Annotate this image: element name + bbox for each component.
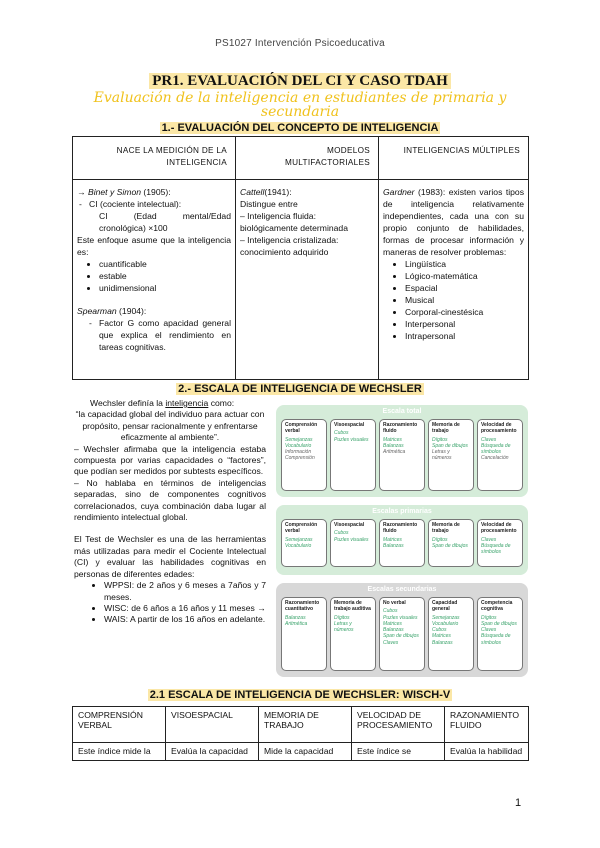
table-cell: Mide la capacidad (259, 743, 352, 761)
table-cell-measurement: → Binet y Simon (1905): - CI (cociente intelectual): CI (Edad mental/Edad cronológica) ×100 Este enfoque asume que la inteligencia es: • cuantificable • estable • unidimensional Spearman (1904): - Factor G como apacidad general que explica el rendimiento en tareas cognitivas. (73, 180, 236, 380)
scale-box-item: Matrices (383, 536, 402, 543)
intelligence-list: • Lingüística • Lógico-matemática • Espacial • Musical • Corporal-cinestésica • Interpersonal • Intrapersonal (383, 258, 524, 342)
table-header: COMPRENSIÓN VERBAL (73, 707, 166, 743)
scale-box-item: Aritmética (285, 620, 308, 627)
table-header: INTELIGENCIAS MÚLTIPLES (379, 137, 529, 180)
scale-box-item: Matrices (383, 620, 402, 627)
document-header: PS1027 Intervención Psicoeducativa (215, 38, 385, 49)
scale-box-title: Razonamiento cuantitativo (285, 600, 320, 613)
scale-box-item: Cancelación (481, 455, 509, 462)
scale-box-item: Claves (481, 436, 497, 443)
scale-box-title: Visoespacial (334, 522, 365, 528)
scale-box-item: Balanzas (383, 442, 404, 449)
secondary-scale-label: Escalas secundarias (367, 586, 437, 593)
table-header: MODELOS MULTIFACTORIALES (236, 137, 379, 180)
scale-box-item: Balanzas (432, 639, 453, 646)
scale-box (281, 597, 327, 671)
scale-box-item: Cubos (432, 627, 447, 634)
intelligence-concept-table (72, 136, 529, 380)
scale-box-item: Cubos (383, 608, 398, 615)
scale-box (379, 519, 425, 567)
scale-box-item: Balanzas (383, 542, 404, 549)
scale-box-item: Puzles visuales (334, 536, 369, 543)
table-cell-multiple: Gardner (1983): existen varios tipos de inteligencia relativamente independientes, cada una con su propio conjunto de habilidades, formas de procesar información y maneras de resolver problemas: • Lingüística • Lógico-matemática • Espacial • Musical • Corporal-cinestésica • Interpersonal • Intrapersonal (379, 180, 529, 380)
scale-box-item: Semejanzas (285, 436, 313, 443)
scale-box-item: Matrices (383, 436, 402, 443)
scale-box-title: Memoria de trabajo auditiva (334, 600, 371, 613)
wechsler-tests-list: • WPPSI: de 2 años y 6 meses a 7años y 7 meses. • WISC: de 6 años a 16 años y 11 meses → • WAIS: A partir de los 16 años en adelante. (74, 580, 266, 626)
table-header: VISOESPACIAL (166, 707, 259, 743)
scale-box-item: Cubos (334, 430, 349, 437)
scale-box-title: Comprensión verbal (285, 522, 318, 535)
table-cell: Este índice se (352, 743, 445, 761)
scale-box (477, 419, 523, 491)
scale-box-title: Capacidad general (432, 600, 458, 613)
scale-box-item: Dígitos (334, 614, 350, 621)
scale-box-item: Dígitos (432, 536, 448, 543)
scale-box (477, 597, 523, 671)
scale-box-item: Vocabulario (432, 620, 459, 627)
scale-box-item: Span de dibujos (383, 633, 419, 640)
table-cell: Evalúa la habilidad (445, 743, 529, 761)
section-heading-2: 2.- ESCALA DE INTELIGENCIA DE WECHSLER (178, 383, 422, 395)
scale-box (428, 419, 474, 491)
table-cell-multifactorial: Cattell(1941): Distingue entre – Inteligencia fluida: biológicamente determinada – Inteligencia cristalizada: conocimiento adquirido (236, 180, 379, 380)
scale-box-item: Semejanzas (285, 536, 313, 543)
scale-box (428, 519, 474, 567)
scale-box-item: Búsqueda de símbolos (481, 442, 511, 456)
scale-box (379, 597, 425, 671)
scale-box (379, 419, 425, 491)
scale-box-item: Span de dibujos (481, 620, 517, 627)
scale-box-title: No verbal (383, 600, 406, 606)
wisc-v-table (72, 706, 529, 761)
scale-box-title: Velocidad de procesamiento (481, 522, 517, 535)
scale-box (281, 419, 327, 491)
scale-box-item: Puzles visuales (383, 614, 418, 621)
table-cell: Este índice mide la (73, 743, 166, 761)
section-heading-1: 1.- EVALUACIÓN DEL CONCEPTO DE INTELIGENCIA (161, 122, 439, 134)
scale-box-item: Span de dibujos (432, 542, 468, 549)
scale-box-title: Razonamiento fluido (383, 522, 418, 535)
primary-scale-label: Escalas primarias (372, 508, 432, 515)
scale-box-item: Matrices (432, 633, 451, 640)
table-header: RAZONAMIENTO FLUIDO (445, 707, 529, 743)
scale-box (330, 419, 376, 491)
wechsler-text: Wechsler definía la inteligencia como: “la capacidad global del individuo para actuar con propósito, pensar racionalmente y enfrentarse eficazmente al ambiente”. – Wechsler afirmaba que la inteligencia estaba compuesta por varias capacidades o “factores”, que podían ser medidos por subtests específicos. – No hablaba en términos de inteligencias separadas, sino de componentes cognitivos correlacionados, cuya combinación daba lugar al rendimiento intelectual global. El Test de Wechsler es una de las herramientas más utilizadas para medir el Cociente Intelectual (CI) y evaluar las habilidades cognitivas en personas de diferentes edades: • WPPSI: de 2 años y 6 meses a 7años y 7 meses. • WISC: de 6 años a 16 años y 11 meses → • WAIS: A partir de los 16 años en adelante. (74, 398, 266, 626)
scale-box-item: Letras y números (334, 620, 354, 634)
scale-box (330, 597, 376, 671)
scale-box-item: Comprensión (285, 455, 315, 462)
scale-box-item: Búsqueda de símbolos (481, 542, 511, 556)
table-header: VELOCIDAD DE PROCESAMIENTO (352, 707, 445, 743)
total-scale-label: Escala total (382, 408, 422, 415)
scale-box (281, 519, 327, 567)
scale-box-item: Balanzas (285, 614, 306, 621)
scale-box-item: Dígitos (432, 436, 448, 443)
scale-box-item: Letras y números (432, 449, 452, 462)
scale-box-title: Comprensión verbal (285, 422, 318, 435)
scale-box-item: Vocabulario (285, 442, 312, 449)
scale-box-title: Velocidad de procesamiento (481, 422, 517, 435)
scale-box-title: Memoria de trabajo (432, 422, 460, 435)
scale-box-title: Memoria de trabajo (432, 522, 460, 535)
scale-box-item: Búsqueda de símbolos (481, 633, 511, 646)
wechsler-scales-figure (276, 405, 528, 677)
scale-box-title: Competencia cognitiva (481, 600, 513, 613)
scale-box-item: Información (285, 449, 312, 456)
scale-box-item: Claves (383, 639, 399, 646)
table-header: MEMORIA DE TRABAJO (259, 707, 352, 743)
section-heading-3: 2.1 ESCALA DE INTELIGENCIA DE WECHSLER: WISCH-V (149, 689, 451, 701)
scale-box-title: Razonamiento fluido (383, 422, 418, 435)
scale-box-item: Balanzas (383, 627, 404, 634)
scale-box-item: Puzles visuales (334, 436, 369, 443)
table-cell: Evalúa la capacidad (166, 743, 259, 761)
scale-box (477, 519, 523, 567)
scale-box-item: Claves (481, 627, 497, 634)
scale-box-item: Cubos (334, 530, 349, 537)
page-number: 1 (515, 797, 522, 809)
scale-box-title: Visoespacial (334, 422, 365, 428)
scale-box-item: Vocabulario (285, 542, 312, 549)
document-title: PR1. EVALUACIÓN DEL CI Y CASO TDAH (0, 73, 600, 90)
table-header: NACE LA MEDICIÓN DE LA INTELIGENCIA (73, 137, 236, 180)
trait-list: • cuantificable • estable • unidimensional (77, 258, 231, 294)
document-subtitle: Evaluación de la inteligencia en estudiantes de primaria y secundaria (93, 90, 507, 120)
scale-box-item: Span de dibujos (432, 442, 468, 449)
scale-box (330, 519, 376, 567)
scale-box-item: Semejanzas (432, 614, 460, 621)
scale-box (428, 597, 474, 671)
scale-box-item: Dígitos (481, 614, 497, 621)
scale-box-item: Aritmética (383, 449, 406, 456)
scale-box-item: Claves (481, 536, 497, 543)
